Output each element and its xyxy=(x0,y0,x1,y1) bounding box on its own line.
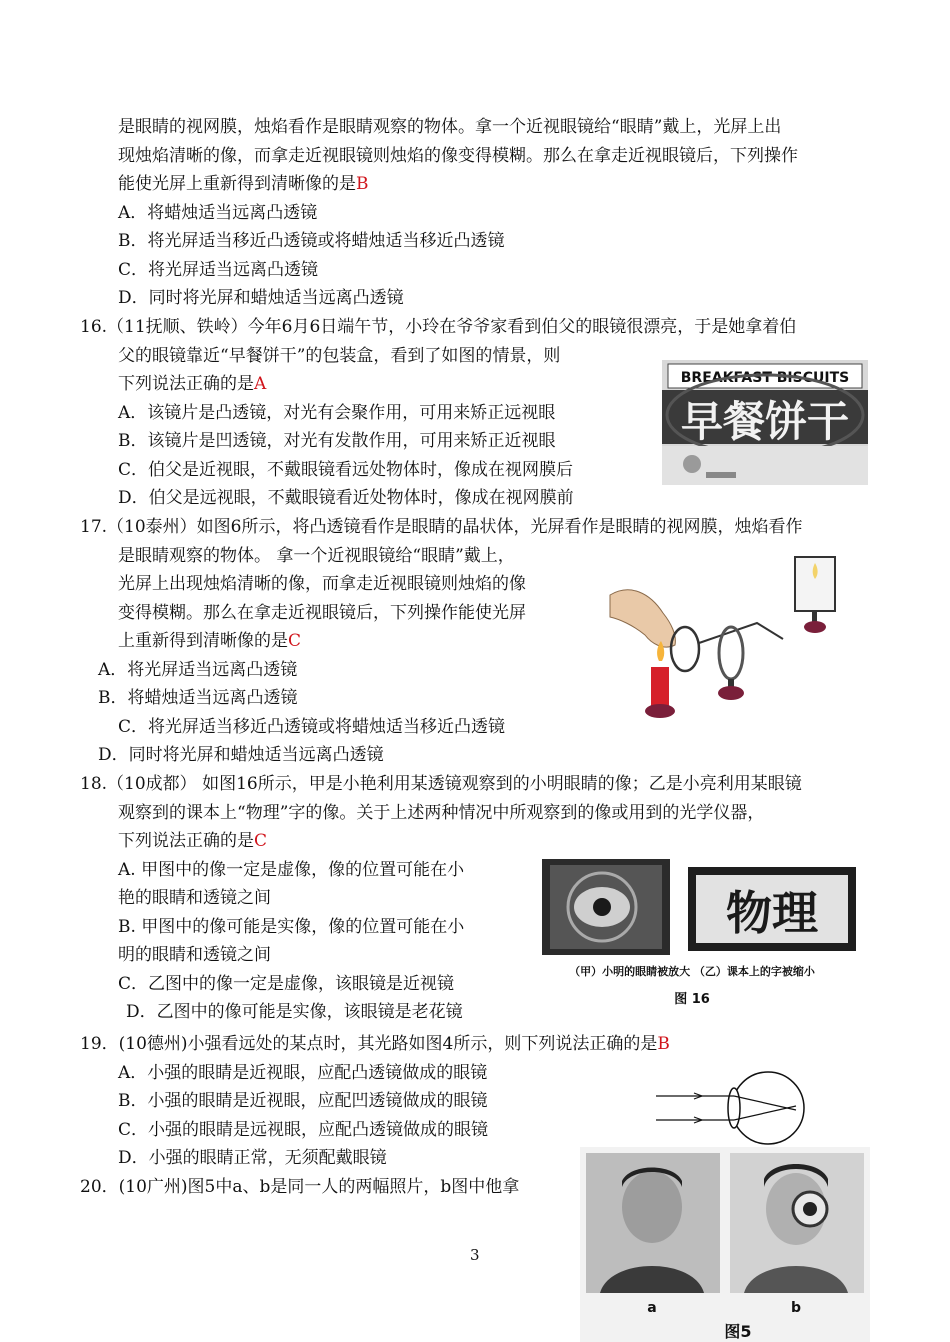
q18-line3 xyxy=(118,830,267,852)
q16-line3 xyxy=(118,373,266,395)
lens-experiment-figure xyxy=(605,543,840,733)
q18-answer: C xyxy=(254,831,268,851)
lens-base-icon xyxy=(718,686,744,700)
q17-line5 xyxy=(118,630,301,652)
q18-line1: 18.（10成都） 如图16所示，甲是小艳利用某透镜观察到的小明眼睛的像；乙是小亮利用某眼镜 xyxy=(80,774,802,794)
q18-option-b: B. 甲图中的像可能是实像，像的位置可能在小 xyxy=(118,917,465,937)
q16-option-b: B．该镜片是凹透镜，对光有发散作用，可用来矫正近视眼 xyxy=(118,431,556,451)
figure-16-text: 物理 xyxy=(726,886,818,940)
q15-option-b: B．将光屏适当移近凸透镜或将蜡烛适当移近凸透镜 xyxy=(118,231,505,251)
q17-line2: 是眼睛观察的物体。 拿一个近视眼镜给“眼睛”戴上， xyxy=(118,546,515,566)
glasses-lens-icon xyxy=(671,627,699,671)
q18-option-d: D．乙图中的像可能是实像，该眼镜是老花镜 xyxy=(126,1002,463,1022)
candle-base-icon xyxy=(645,704,675,718)
q17-option-d: D．同时将光屏和蜡烛适当远离凸透镜 xyxy=(98,745,384,765)
q16-option-c: C．伯父是近视眼，不戴眼镜看远处物体时，像成在视网膜后 xyxy=(118,460,574,480)
q19-line1 xyxy=(80,1033,670,1055)
figure-text-cn: 早餐饼干 xyxy=(680,397,850,446)
eyeball-icon xyxy=(732,1072,804,1144)
breakfast-biscuits-figure xyxy=(662,360,868,485)
q17-option-b: B．将蜡烛适当远离凸透镜 xyxy=(98,688,298,708)
q15-line2: 现烛焰清晰的像，而拿走近视眼镜则烛焰的像变得模糊。那么在拿走近视眼镜后，下列操作 xyxy=(118,146,798,166)
q16-option-d: D．伯父是远视眼，不戴眼镜看近处物体时，像成在视网膜前 xyxy=(118,488,574,508)
q18-option-c: C．乙图中的像一定是虚像，该眼镜是近视镜 xyxy=(118,974,455,994)
figure-text-en: BREAKFAST BISCUITS xyxy=(680,370,850,386)
q17-option-c: C．将光屏适当移近凸透镜或将蜡烛适当移近凸透镜 xyxy=(118,717,506,737)
q15-stem-end: 能使光屏上重新得到清晰像的是 xyxy=(118,174,356,194)
convex-lens-icon xyxy=(719,627,743,679)
eye-lens-icon xyxy=(728,1088,740,1128)
q16-line1: 16.（11抚顺、铁岭）今年6月6日端午节，小玲在爷爷家看到伯父的眼镜很漂亮，于是她拿着伯 xyxy=(80,317,797,337)
q18-stem-end: 下列说法正确的是 xyxy=(118,831,254,851)
q18-option-a: A. 甲图中的像一定是虚像，像的位置可能在小 xyxy=(118,860,465,880)
q17-stem-end: 上重新得到清晰像的是 xyxy=(118,631,288,651)
q19-option-b: B．小强的眼睛是近视眼，应配凹透镜做成的眼镜 xyxy=(118,1091,488,1111)
q15-option-c: C．将光屏适当远离凸透镜 xyxy=(118,260,319,280)
q17-line4: 变得模糊。那么在拿走近视眼镜后，下列操作能使光屏 xyxy=(118,603,526,623)
figure-5-label: 图5 xyxy=(724,1322,752,1341)
q15-option-d: D．同时将光屏和蜡烛适当远离凸透镜 xyxy=(118,288,404,308)
q16-line2: 父的眼镜靠近“早餐饼干”的包装盒，看到了如图的情景，则 xyxy=(118,346,561,366)
q18-option-a-cont: 艳的眼睛和透镜之间 xyxy=(118,888,271,908)
q19-stem: 19．(10德州)小强看远处的某点时，其光路如图4所示，则下列说法正确的是 xyxy=(80,1034,658,1054)
q16-option-a: A．该镜片是凸透镜，对光有会聚作用，可用来矫正远视眼 xyxy=(118,403,556,423)
q19-answer: B xyxy=(657,1034,670,1054)
q16-stem-end: 下列说法正确的是 xyxy=(118,374,254,394)
eye-light-path-diagram xyxy=(656,1068,836,1148)
page-number: 3 xyxy=(470,1246,480,1264)
q19-option-c: C．小强的眼睛是远视眼，应配凸透镜做成的眼镜 xyxy=(118,1120,489,1140)
q17-line1: 17.（10泰州）如图6所示，将凸透镜看作是眼睛的晶状体，光屏看作是眼睛的视网膜，烛焰看作 xyxy=(80,517,803,537)
q19-option-d: D．小强的眼睛正常，无须配戴眼镜 xyxy=(118,1148,387,1168)
figure-16-label: 图 16 xyxy=(674,992,710,1007)
logo-icon xyxy=(683,455,701,473)
q15-line1: 是眼睛的视网膜，烛焰看作是眼睛观察的物体。拿一个近视眼镜给“眼睛”戴上，光屏上出 xyxy=(118,117,782,137)
q18-line2: 观察到的课本上“物理”字的像。关于上述两种情况中所观察到的像或用到的光学仪器， xyxy=(118,803,765,823)
figure-5 xyxy=(580,1147,870,1342)
q16-answer: A xyxy=(254,374,267,394)
figure-16-caption: （甲）小明的眼睛被放大 （乙）课本上的字被缩小 xyxy=(569,965,815,978)
q19-option-a: A．小强的眼睛是近视眼，应配凸透镜做成的眼镜 xyxy=(118,1063,488,1083)
figure-16 xyxy=(520,857,860,1007)
q15-answer: B xyxy=(356,174,369,194)
photo-a-label: a xyxy=(647,1300,657,1316)
q15-line3 xyxy=(118,173,369,195)
q17-answer: C xyxy=(288,631,302,651)
candle-icon xyxy=(651,667,669,709)
q17-line3: 光屏上出现烛焰清晰的像，而拿走近视眼镜则烛焰的像 xyxy=(118,574,526,594)
q20-line1: 20．(10广州)图5中a、b是同一人的两幅照片，b图中他拿 xyxy=(80,1177,520,1197)
q15-option-a: A．将蜡烛适当远离凸透镜 xyxy=(118,203,318,223)
q17-option-a: A．将光屏适当远离凸透镜 xyxy=(98,660,298,680)
photo-b-label: b xyxy=(790,1300,802,1316)
q18-option-b-cont: 明的眼睛和透镜之间 xyxy=(118,945,271,965)
hand-icon xyxy=(610,590,675,647)
